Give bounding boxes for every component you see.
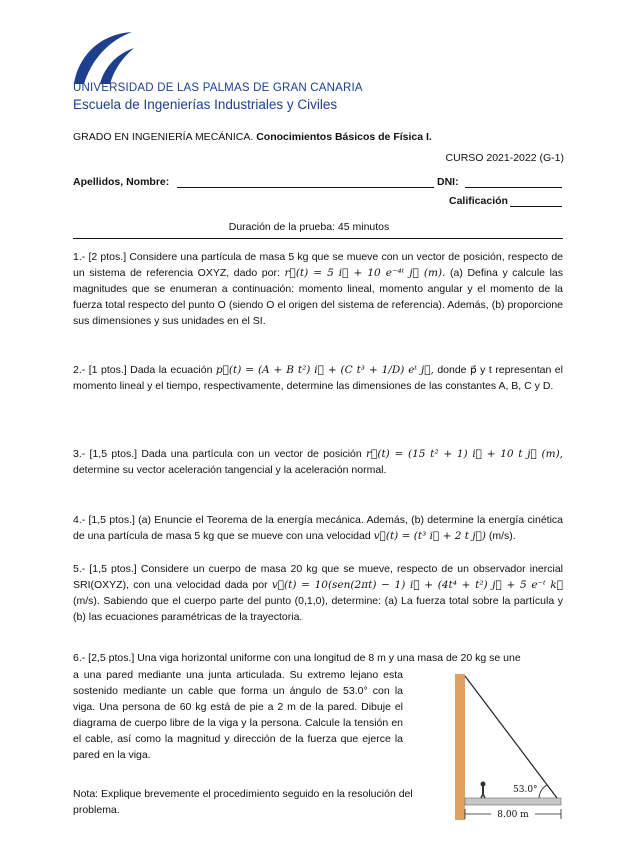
name-field-line[interactable]	[177, 187, 434, 188]
university-name: UNIVERSIDAD DE LAS PALMAS DE GRAN CANARIA	[73, 82, 363, 94]
question-5: 5.- [1,5 ptos.] Considere un cuerpo de masa 20 kg que se mueve, respecto de un observador inercial SRI(OXYZ), con una velocidad dada por v⃗(t) = 10(sen(2πt) − 1) i⃗ + (4t⁴ + t²) j⃗ + 5 e⁻ᵗ k⃗ (m/s). Sabiendo que el cuerpo parte del punto (0,1,0), determine: (a) La fuerza total sobre la partícula y (b) las ecuaciones paramétricas de la trayectoria.	[73, 563, 564, 623]
person-icon	[481, 782, 486, 799]
school-name: Escuela de Ingenierías Industriales y Civiles	[73, 97, 338, 112]
equation-q2: p⃗(t) = (A + B t²) i⃗ + (C t³ + 1/D) eᵗ j⃗,	[215, 364, 434, 376]
wall	[455, 674, 465, 820]
dni-label: DNI:	[437, 176, 459, 188]
question-6-first-line: 6.- [2,5 ptos.] Una viga horizontal uniforme con una longitud de 8 m y una masa de 20 kg se une	[73, 652, 521, 664]
question-4: 4.- [1,5 ptos.] (a) Enuncie el Teorema de la energía mecánica. Además, (b) determine la energía cinética de una partícula de masa 5 kg que se mueve con una velocidad v⃗(t) = (t³ i⃗ + 2 t j⃗) (m/s).	[73, 514, 563, 542]
question-2: 2.- [1 ptos.] Dada la ecuación p⃗(t) = (A + B t²) i⃗ + (C t³ + 1/D) eᵗ j⃗, donde p⃗ y t representan el momento lineal y el tiempo, respectivamente, determine las dimensiones de las constantes A, B, C y D.	[73, 364, 563, 392]
equation-q3: r⃗(t) = (15 t² + 1) i⃗ + 10 t j⃗ (m),	[366, 448, 563, 460]
exam-duration: Duración de la prueba: 45 minutos	[228, 221, 390, 233]
dni-field-line[interactable]	[465, 187, 562, 188]
divider	[73, 238, 563, 239]
equation-q4: v⃗(t) = (t³ i⃗ + 2 t j⃗)	[373, 530, 486, 542]
grade-label: Calificación	[449, 195, 508, 207]
equation-q5: v⃗(t) = 10(sen(2πt) − 1) i⃗ + (4t⁴ + t²) j⃗ + 5 e⁻ᵗ k⃗	[271, 579, 564, 591]
course-name: Conocimientos Básicos de Física I.	[256, 131, 432, 143]
course-year: CURSO 2021-2022 (G-1)	[445, 152, 564, 164]
name-label: Apellidos, Nombre:	[73, 176, 170, 188]
note: Nota: Explique brevemente el procedimiento seguido en la resolución del problema.	[73, 788, 413, 816]
angle-arc	[539, 785, 547, 798]
length-label: 8.00 m	[497, 810, 529, 820]
question-6: a una pared mediante una junta articulada. Su extremo lejano esta sostenido mediante un cable que forma un ángulo de 53.0° con la viga. Una persona de 60 kg está de pie a 2 m de la pared. Dibuje el diagrama de cuerpo libre de la viga y la persona. Calcule la tensión en el cable, así como la magnitud y dirección de la fuerza que ejerce la pared en la viga.	[73, 669, 403, 761]
question-3: 3.- [1,5 ptos.] Dada una partícula con un vector de posición r⃗(t) = (15 t² + 1) i⃗ + 10 t j⃗ (m), determine su vector aceleración tangencial y la aceleración normal.	[73, 448, 563, 476]
beam-figure	[453, 668, 569, 822]
ulpgc-logo	[70, 28, 140, 86]
equation-q1: r⃗(t) = 5 i⃗ + 10 e⁻⁴ᵗ j⃗ (m).	[284, 267, 446, 279]
question-1: 1.- [2 ptos.] Considere una partícula de masa 5 kg que se mueve con un vector de posición, respecto de un sistema de referencia OXYZ, dado por: r⃗(t) = 5 i⃗ + 10 e⁻⁴ᵗ j⃗ (m). (a) Defina y calcule las magnitudes que se enumeran a continuación: momento lineal, momento angular y el momento de la fuerza total respecto del punto O (siendo O el origen del sistema de referencia). Además, (b) proporcione sus dimensiones y sus unidades en el SI.	[73, 251, 564, 327]
beam	[465, 798, 561, 805]
angle-label: 53.0°	[513, 785, 538, 795]
degree-name: GRADO EN INGENIERÍA MECÁNICA.	[73, 131, 254, 143]
cable	[465, 676, 557, 798]
grade-field-line[interactable]	[510, 206, 562, 207]
degree-line	[73, 131, 432, 143]
